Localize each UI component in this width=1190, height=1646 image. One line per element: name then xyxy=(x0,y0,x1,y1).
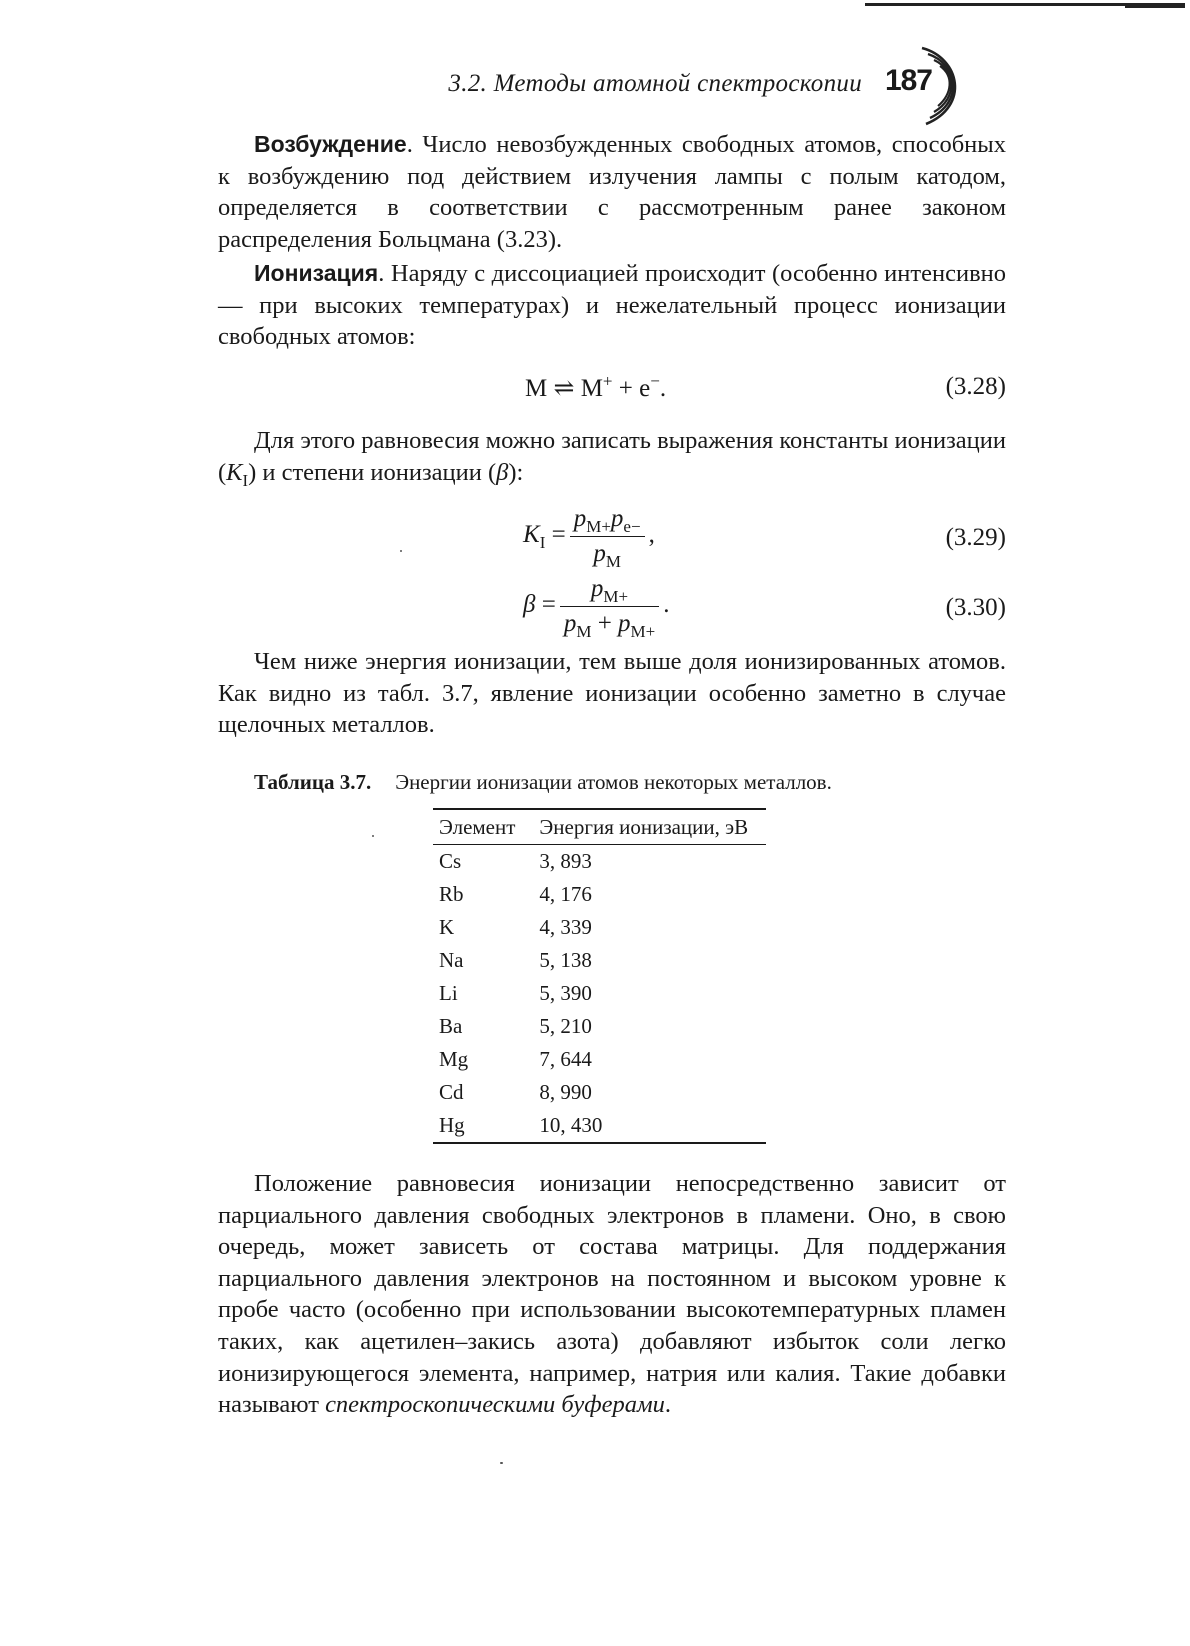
fraction-3-29: $\frac{p_{M+}p_{e-}}{p_M}$ xyxy=(570,505,645,568)
table-row xyxy=(433,1076,766,1109)
table-row xyxy=(433,977,766,1010)
table-caption-text: Энергии ионизации атомов некоторых металлов. xyxy=(395,770,832,794)
table-row xyxy=(433,878,766,911)
page-number-ornament-icon xyxy=(916,44,980,128)
emphasis-spectroscopic-buffers: спектроскопическими буферами xyxy=(325,1391,665,1419)
paragraph-excitation-text: . Число невозбужденных свободных атомов, способных к возбуждению под действием излучения лампы с полым катодом, определяется в соответствии с рассмотренным ранее законом распределения Больцмана (3.23). xyxy=(218,131,1006,253)
paragraph-buffers: Положение равновесия ионизации непосредственно зависит от парциального давления свободных электронов в пламени. Оно, в свою очередь, может зависеть от состава матрицы. Для поддержания парциального давления электронов на постоянном и высоком уровне к пробе часто (особенно при использовании высокотемпературных пламен таких, как ацетилен–закись азота) добавляют избыток соли легко ионизирующегося элемента, например, натрия или калия. Такие добавки называют спектроскопическими буферами. xyxy=(218,1170,1006,1419)
paragraph-ionization-text: . Наряду с диссоциацией происходит (особенно интенсивно — при высоких температурах) и нежелательный процесс ионизации свободных атомов: xyxy=(218,260,1006,351)
table-row xyxy=(433,944,766,977)
scan-speck xyxy=(372,835,374,837)
table-cell-energy: 3, 893 xyxy=(539,849,592,873)
table-cell-energy: 7, 644 xyxy=(539,1047,592,1071)
table-cell-element: Cs xyxy=(439,849,462,873)
paragraph-excitation xyxy=(218,129,1006,255)
scan-speck xyxy=(400,550,402,552)
paragraph-energy: Чем ниже энергия ионизации, тем выше доля ионизированных атомов. Как видно из табл. 3.7, явление ионизации особенно заметно в случае щелочных металлов. xyxy=(218,648,1006,739)
paragraph-constants: Для этого равновесия можно записать выражения константы ионизации $(K_I)$ и степени ионизации (β): xyxy=(218,427,1006,490)
table-cell-element: Rb xyxy=(439,882,464,906)
term-ionization: Ионизация xyxy=(254,260,379,286)
table-cell-element: Cd xyxy=(439,1080,464,1104)
table-header-energy: Энергия ионизации, эВ xyxy=(523,809,766,845)
running-title: 3.2. Методы атомной спектроскопии xyxy=(448,70,862,97)
equation-3-30-body: β = $\frac{p_{M+}}{p_M + p_{M+}}$ . xyxy=(523,575,670,641)
page-number: 187 xyxy=(884,64,932,97)
table-cell-energy: 5, 210 xyxy=(539,1014,592,1038)
equation-3-29-body: $K_I$ = $\frac{p_{M+}p_{e-}}{p_M}$ , xyxy=(523,505,655,571)
table-row xyxy=(433,1109,766,1143)
equation-number-3-29: (3.29) xyxy=(945,524,1006,551)
term-excitation: Возбуждение xyxy=(254,131,407,157)
scan-speck xyxy=(500,1462,503,1464)
table-cell-element: Li xyxy=(439,981,458,1005)
table-row xyxy=(433,911,766,944)
table-header-element: Элемент xyxy=(433,809,523,845)
equation-3-30 xyxy=(218,575,1006,641)
table-cell-energy: 4, 339 xyxy=(539,915,592,939)
fraction-3-30: $\frac{p_{M+}}{p_M + p_{M+}}$ xyxy=(560,575,659,638)
table-cell-energy: 8, 990 xyxy=(539,1080,592,1104)
table-cell-energy: 5, 390 xyxy=(539,981,592,1005)
table-cell-element: Hg xyxy=(433,1109,523,1143)
table-caption xyxy=(254,770,832,795)
table-cell-element: Ba xyxy=(439,1014,463,1038)
table-header-row xyxy=(433,809,766,845)
table-cell-energy: 5, 138 xyxy=(539,948,592,972)
table-row xyxy=(433,1010,766,1043)
equation-number-3-28: (3.28) xyxy=(945,373,1006,400)
top-page-rule xyxy=(865,3,1183,6)
table-row xyxy=(433,845,766,879)
table-cell-energy: 4, 176 xyxy=(539,882,592,906)
table-row xyxy=(433,1043,766,1076)
table-cell-energy: 10, 430 xyxy=(523,1109,766,1143)
table-cell-element: K xyxy=(439,915,455,939)
equation-number-3-30: (3.30) xyxy=(945,594,1006,621)
paragraph-ionization xyxy=(218,258,1006,353)
equation-3-29 xyxy=(218,505,1006,571)
table-cell-element: Na xyxy=(439,948,464,972)
equation-3-28 xyxy=(218,373,1006,423)
ionization-energy-table xyxy=(433,808,766,1144)
table-caption-label: Таблица 3.7. xyxy=(254,770,372,794)
table-cell-element: Mg xyxy=(439,1047,469,1071)
equation-3-28-body: M ⇌ M+ + e−. xyxy=(525,371,667,402)
running-head xyxy=(400,62,940,108)
